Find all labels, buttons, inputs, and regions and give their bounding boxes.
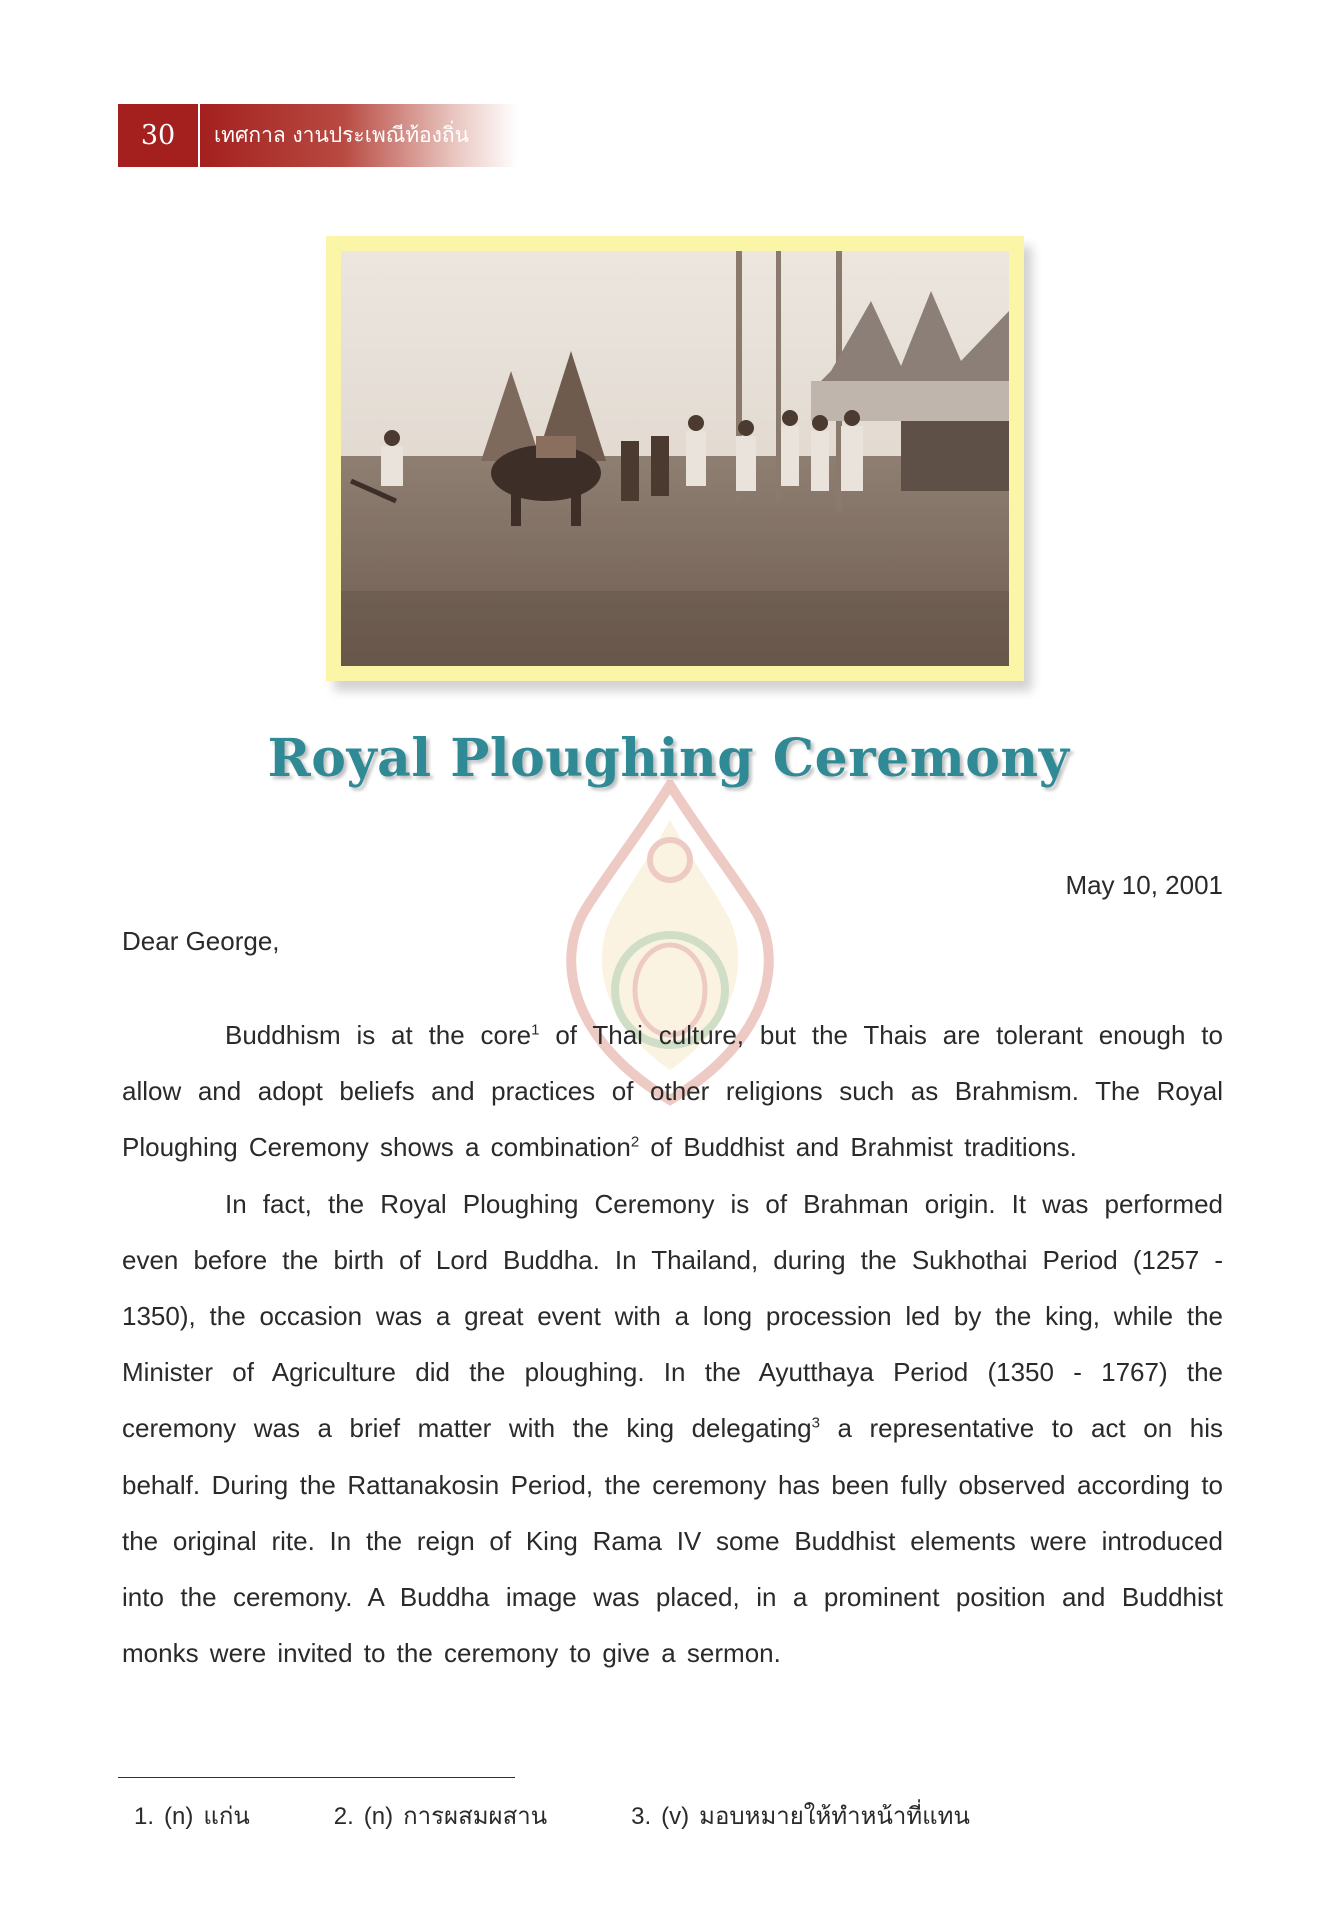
footnote-number: 1.	[134, 1803, 155, 1830]
text-run: In fact, the Royal Ploughing Ceremony is of Brahman origin. It was performed even before the birth of Lord Buddha. In Thailand, during the Sukhothai Period (1257 - 1350), the occasion was a great event with a long procession led by the king, while the Minister of Agriculture did the ploughing. In the Ayutthaya Period (1350 - 1767) the ceremony was a brief matter with the king delegating	[122, 1188, 1223, 1444]
footnote-2	[334, 1796, 557, 1835]
footnote-pos: (n)	[164, 1803, 194, 1830]
footnote-text: มอบหมายให้ทำหน้าที่แทน	[699, 1803, 970, 1830]
text-run: of Buddhist and Brahmist traditions.	[639, 1132, 1077, 1163]
text-run: of Thai culture, but the Thais are tolerant enough to allow and adopt beliefs and practices of other religions such as Brahmism. The Royal Ploughing Ceremony shows a combination	[122, 1020, 1223, 1163]
footnote-number: 2.	[333, 1803, 354, 1830]
paragraph-1	[122, 1007, 1223, 1176]
section-title: เทศกาล งานประเพณีท้องถิ่น	[200, 104, 518, 167]
footnote-3	[631, 1796, 980, 1835]
text-run: Buddhism is at the core	[225, 1020, 532, 1050]
pavilion-base	[811, 381, 1009, 421]
footnote-number: 3.	[631, 1803, 652, 1830]
page-number: 30	[118, 104, 198, 167]
letter-body	[122, 1007, 1223, 1681]
page-title: Royal Ploughing Ceremony	[267, 728, 1070, 789]
footnote-text: แก่น	[203, 1803, 250, 1830]
footnote-text: การผสมผสาน	[403, 1803, 548, 1830]
footnote-ref-3: 3	[811, 1414, 820, 1432]
footnote-ref-1: 1	[531, 1021, 540, 1039]
footnote-pos: (v)	[661, 1803, 690, 1830]
text-run: a representative to act on his behalf. During the Rattanakosin Period, the ceremony has been fully observed according to the original rite. In the reign of King Rama IV some Buddhist elements were introduced into the ceremony. A Buddha image was placed, in a prominent position and Buddhist monks were invited to the ceremony to give a sermon.	[122, 1413, 1223, 1669]
footnote-pos: (n)	[363, 1803, 394, 1830]
letter-date: May 10, 2001	[1065, 870, 1223, 900]
ploughing-ceremony-photo	[341, 251, 1009, 666]
paragraph-2	[122, 1176, 1223, 1682]
salutation: Dear George,	[122, 926, 280, 956]
footnotes	[134, 1796, 1054, 1835]
footnote-ref-2: 2	[630, 1133, 640, 1151]
footnote-1	[134, 1796, 260, 1835]
pole	[776, 251, 781, 501]
photo-frame	[326, 236, 1024, 681]
footnote-divider	[118, 1777, 515, 1778]
page-header	[118, 104, 518, 167]
